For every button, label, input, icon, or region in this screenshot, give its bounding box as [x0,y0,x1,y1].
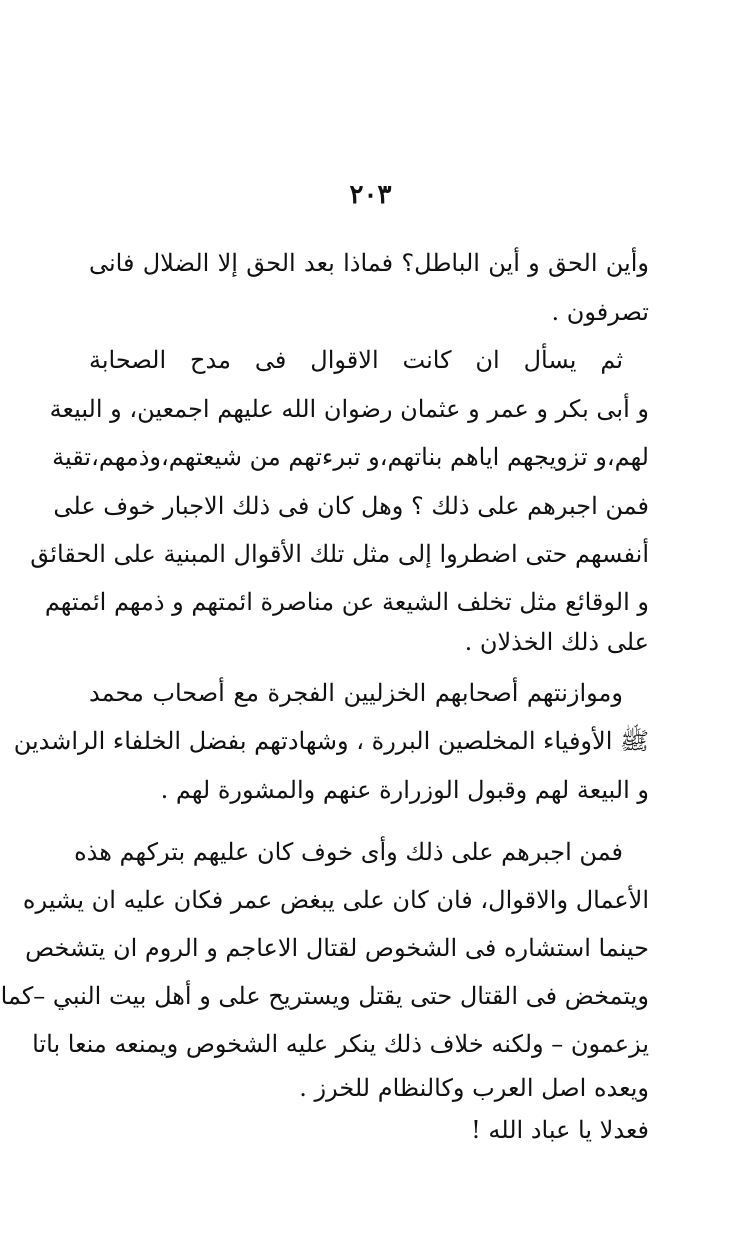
text-line: فمن اجبرهم على ذلك وأى خوف كان عليهم بتركهم هذه [74,838,623,866]
text-line: وأين الحق و أين الباطل؟ فماذا بعد الحق إلا الضلال فانى [89,249,649,277]
page-number: ۲۰۳ [349,180,392,210]
text-line: أنفسهم حتى اضطروا إلى مثل تلك الأقوال المبنية على الحقائق [30,540,649,568]
text-line: ويتمخض فى القتال حتى يقتل ويستريح على و أهل بيت النبي –كما [0,982,649,1010]
text-line: و الوقائع مثل تخلف الشيعة عن مناصرة ائمتهم و ذمهم ائمتهم [44,588,649,616]
text-line: تصرفون . [551,298,649,326]
text-line: لهم،و تزويجهم اياهم بناتهم،و تبرءتهم من شيعتهم،وذمهم،تقية [52,443,649,471]
text-line: ثم يسأل ان كانت الاقوال فى مدح الصحابة [89,346,623,374]
text-line: ﷺ الأوفياء المخلصين البررة ، وشهادتهم بفضل الخلفاء الراشدين [13,727,649,755]
text-line: و أبى بكر و عمر و عثمان رضوان الله عليهم اجمعين، و البيعة [49,395,649,423]
text-line: ويعده اصل العرب وكالنظام للخرز . [299,1074,649,1102]
text-line: الأعمال والاقوال، فان كان على يبغض عمر فكان عليه ان يشيره [22,886,649,914]
text-line: و البيعة لهم وقبول الوزرارة عنهم والمشورة لهم . [160,776,649,804]
text-line: فمن اجبرهم على ذلك ؟ وهل كان فى ذلك الاجبار خوف على [53,492,649,520]
text-line: يزعمون – ولكنه خلاف ذلك ينكر عليه الشخوص ويمنعه منعا باتا [32,1030,649,1058]
text-line: حينما استشاره فى الشخوص لقتال الاعاجم و الروم ان يتشخص [25,934,649,962]
text-line: على ذلك الخذلان . [464,628,649,656]
text-line: وموازنتهم أصحابهم الخزليين الفجرة مع أصحاب محمد [89,679,623,707]
text-line: فعدلا يا عباد الله ! [471,1116,649,1144]
